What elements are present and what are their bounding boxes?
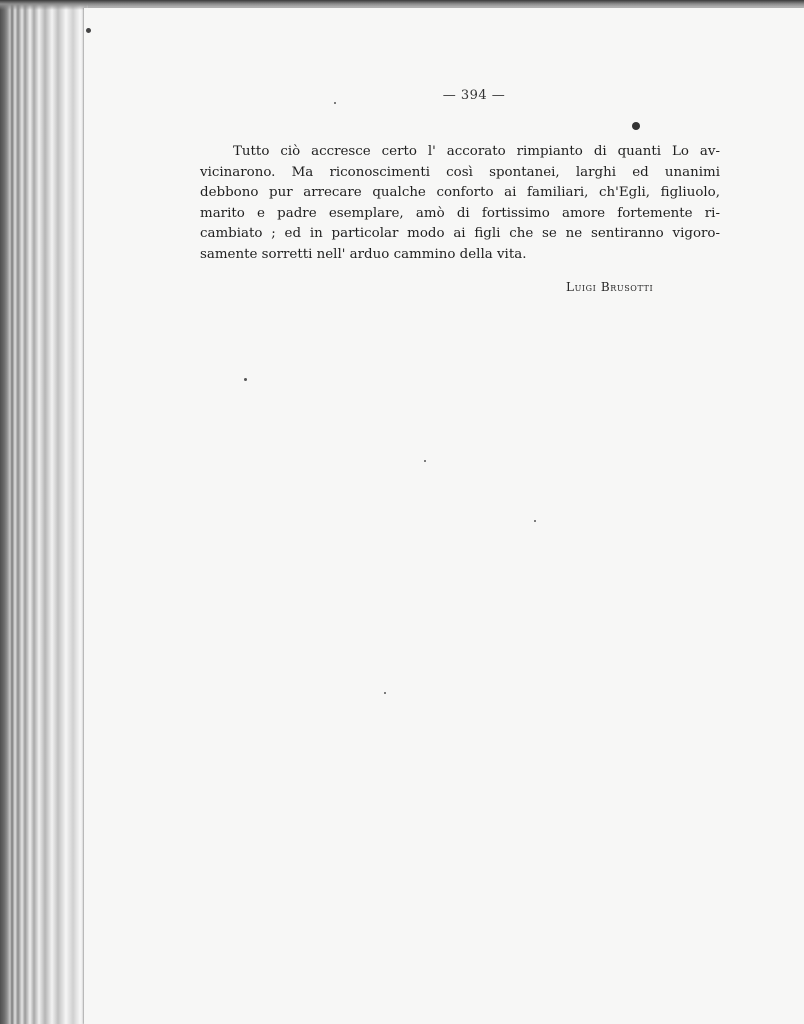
text-line: debbono pur arrecare qualche conforto ai familiari, ch'Egli, figliuolo, [200,185,720,200]
ink-speck [384,692,386,694]
text-line: vicinarono. Ma riconoscimenti così spontanei, larghi ed unanimi [200,164,720,180]
ink-speck [244,378,247,381]
text-line: marito e padre esemplare, amò di fortissimo amore fortemente ri- [200,205,720,221]
ink-speck [534,520,536,522]
ink-speck [424,460,426,462]
text-line: Tutto ciò accresce certo l' accorato rimpianto di quanti Lo av- [233,144,720,159]
scanned-page [84,8,804,1024]
page-number: — 394 — [442,88,506,103]
body-paragraph [200,142,720,265]
text-line: cambiato ; ed in particolar modo ai figli che se ne sentiranno vigoro- [200,226,720,241]
signature: Luigi Brusotti [566,280,654,294]
ink-speck [86,28,91,33]
ink-speck [632,122,640,130]
text-line: samente sorretti nell' arduo cammino della vita. [200,246,527,262]
book-page-edges [0,0,88,1024]
ink-speck [334,102,336,104]
